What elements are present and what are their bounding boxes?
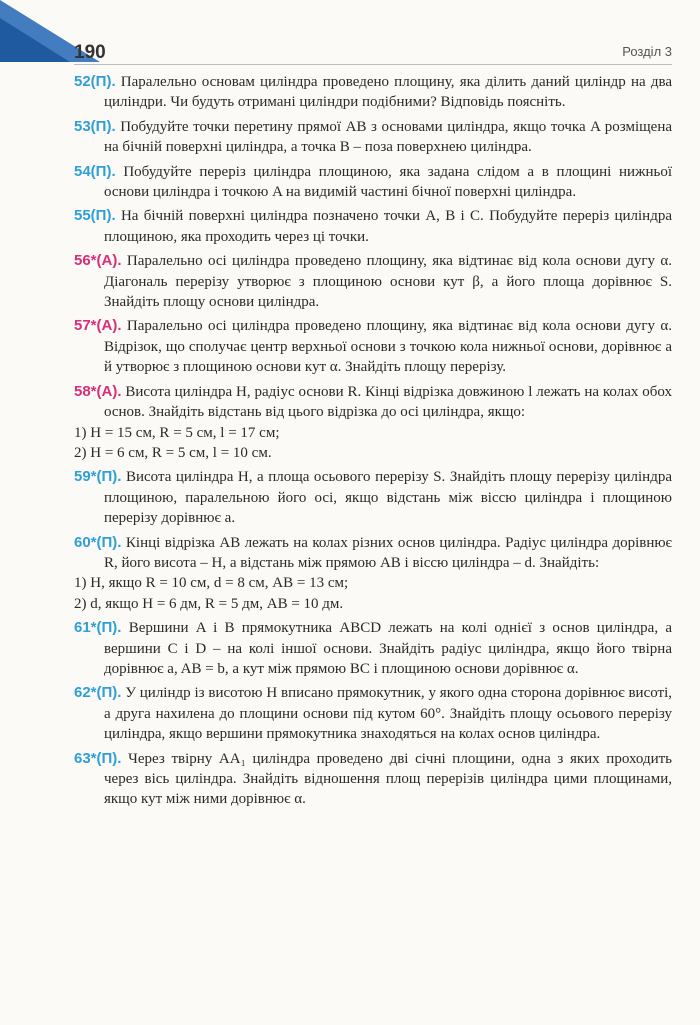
problem-text: Висота циліндра H, радіус основи R. Кінці відрізка довжиною l лежать на колах обох основ. Знайдіть відстань від цього відрізка до осі циліндра, якщо: (104, 383, 672, 421)
problem-text: Паралельно осі циліндра проведено площину, яка відтинає від кола основи дугу α. Відрізок, що сполучає центр верхньої основи з точкою кола нижньої основи, дорівнює a й утворює з площиною основи кут α. Знайдіть площу перерізу. (104, 318, 672, 376)
problem-text: Кінці відрізка AB лежать на колах різних основ циліндра. Радіус циліндра дорівнює R, його висота – H, а відстань між прямою AB і віссю циліндра – d. Знайдіть: (104, 534, 672, 571)
problem-number: 52(П). (74, 73, 116, 90)
problem-list (74, 72, 672, 814)
problem-number: 53(П). (74, 117, 116, 135)
page-number: 190 (74, 42, 106, 63)
problem-number: 63*(П). (74, 749, 122, 767)
problem-number: 62*(П). (74, 684, 122, 702)
problem-58 (74, 382, 672, 464)
problem-number: 58*(А). (74, 382, 122, 400)
problem-text: У циліндр із висотою H вписано прямокутник, у якого одна сторона дорівнює висоті, а друга нахилена до площини основи під кутом 60°. Знайдіть площу осьового перерізу циліндра, якщо вершини прямокутника знаходяться на колах основ циліндра. (104, 685, 672, 743)
problem-57 (74, 316, 672, 377)
problem-number: 59*(П). (74, 468, 122, 486)
problem-text: Через твірну AA₁ циліндра проведено дві січні площини, одна з яких проходить через вісь циліндра. Знайдіть відношення площ перерізів циліндра цими площинами, якщо кут між ними дорівнює α. (104, 750, 673, 808)
problem-53 (74, 117, 672, 158)
subtask-2: 2) H = 6 см, R = 5 см, l = 10 см. (74, 444, 272, 461)
problem-61 (74, 618, 672, 679)
problem-text: Побудуйте точки перетину прямої AB з основами циліндра, якщо точка A розміщена на бічній поверхні циліндра, а точка B – поза поверхнею циліндра. (104, 118, 673, 156)
problem-60 (74, 533, 672, 615)
problem-number: 55(П). (74, 207, 116, 225)
problem-text: Паралельно основам циліндра проведено площину, яка ділить даний циліндр на два циліндри. Чи будуть отримані циліндри подібними? Відповідь поясніть. (104, 74, 672, 111)
problem-number: 54(П). (74, 162, 116, 180)
problem-number: 60*(П). (74, 533, 122, 551)
problem-text: На бічній поверхні циліндра позначено точки A, B і C. Побудуйте переріз циліндра площиною, яка проходить через ці точки. (104, 208, 672, 245)
problem-62 (74, 683, 672, 744)
problem-text: Вершини A і B прямокутника ABCD лежать на колі однієї з основ циліндра, а вершини C і D – на колі іншої основи. Знайдіть радіус циліндра, якщо його твірна дорівнює a, AB = b, а кут між прямою BC і площиною основи дорівнює α. (104, 620, 672, 677)
problem-56 (74, 251, 672, 312)
section-label: Розділ 3 (622, 44, 672, 59)
problem-text: Паралельно осі циліндра проведено площину, яка відтинає від кола основи дугу α. Діагональ перерізу утворює з площиною основи кут β, а його площа дорівнює S. Знайдіть площу основи циліндра. (104, 253, 672, 311)
subtask-2: 2) d, якщо H = 6 дм, R = 5 дм, AB = 10 дм. (74, 595, 344, 612)
problem-number: 61*(П). (74, 619, 122, 637)
problem-55 (74, 206, 672, 247)
header-divider (74, 64, 672, 65)
problem-number: 56*(А). (74, 252, 122, 270)
problem-59 (74, 467, 672, 528)
subtask-1: 1) H = 15 см, R = 5 см, l = 17 см; (74, 424, 280, 441)
problem-text: Побудуйте переріз циліндра площиною, яка задана слідом a в площині нижньої основи циліндра і точкою A на видимій частині бічної поверхні циліндра. (104, 163, 672, 201)
problem-number: 57*(А). (74, 317, 122, 335)
problem-54 (74, 162, 672, 203)
problem-text: Висота циліндра H, а площа осьового перерізу S. Знайдіть площу перерізу циліндра площиною, паралельною його осі, якщо відстань між віссю циліндра і площиною перерізу дорівнює a. (104, 469, 672, 527)
problem-52 (74, 72, 672, 113)
subtask-1: 1) H, якщо R = 10 см, d = 8 см, AB = 13 см; (74, 575, 349, 592)
problem-63 (74, 749, 672, 810)
